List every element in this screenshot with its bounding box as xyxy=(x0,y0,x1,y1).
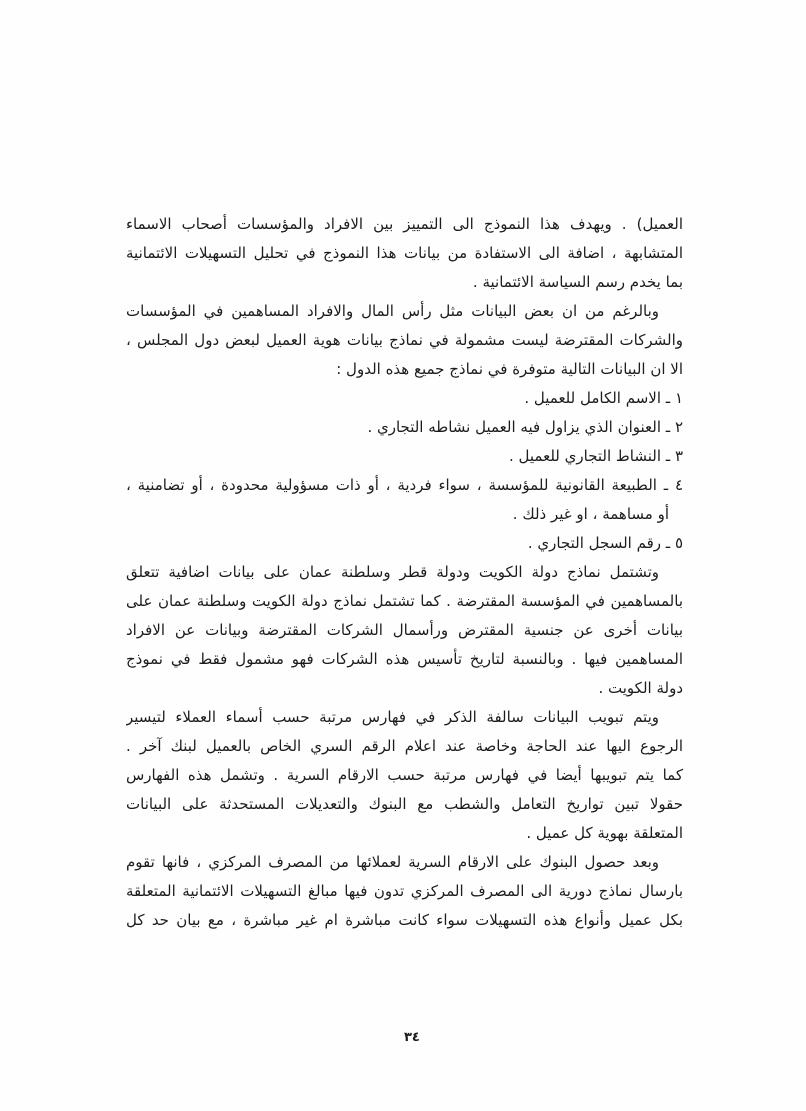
text-line: ويتم تبويب البيانات سالفة الذكر في فهارس مرتبة حسب أسماء العملاء لتيسير xyxy=(126,708,659,726)
text-line: وتشتمل نماذج دولة الكويت ودولة قطر وسلطنة عمان على بيانات اضافية تتعلق xyxy=(126,563,659,581)
list-item-line: ١ ـ الاسم الكامل للعميل . xyxy=(524,389,683,407)
text-line: دولة الكويت . xyxy=(598,679,683,697)
list-item-line: ٢ ـ العنوان الذي يزاول فيه العميل نشاطه التجاري . xyxy=(367,418,683,436)
list-item-line: ٤ ـ الطبيعة القانونية للمؤسسة ، سواء فردية ، أو ذات مسؤولية محدودة ، أو تضامنية ، xyxy=(126,476,683,494)
text-line: والشركات المقترضة ليست مشمولة في نماذج بيانات هوية العميل لبعض دول المجلس ، xyxy=(126,331,683,349)
page-number: ٣٤ xyxy=(404,1030,420,1045)
text-line: الا ان البيانات التالية متوفرة في نماذج جميع هذه الدول : xyxy=(336,360,683,378)
text-line: المساهمين فيها . وبالنسبة لتاريخ تأسيس هذه الشركات فهو مشمول فقط في نموذج xyxy=(126,650,683,668)
text-line: بيانات أخرى عن جنسية المقترض ورأسمال الشركات المقترضة وبيانات عن الافراد xyxy=(126,621,683,639)
text-line: الرجوع اليها عند الحاجة وخاصة عند اعلام الرقم السري الخاص بالعميل لبنك آخر . xyxy=(126,737,683,755)
text-line: العميل) . ويهدف هذا النموذج الى التمييز بين الافراد والمؤسسات أصحاب الاسماء xyxy=(126,215,683,233)
text-line: وبعد حصول البنوك على الارقام السرية لعملائها من المصرف المركزي ، فانها تقوم xyxy=(126,853,659,871)
text-line: بما يخدم رسم السياسة الائتمانية . xyxy=(472,273,683,291)
text-line: المتشابهة ، اضافة الى الاستفادة من بيانات هذا النموذج في تحليل التسهيلات الائتمانية xyxy=(126,244,683,262)
text-line: بالمساهمين في المؤسسة المقترضة . كما تشتمل نماذج دولة الكويت وسلطنة عمان على xyxy=(126,592,683,610)
main-text-block xyxy=(126,210,683,935)
list-item-line: ٥ ـ رقم السجل التجاري . xyxy=(527,534,683,552)
text-line: بكل عميل وأنواع هذه التسهيلات سواء كانت مباشرة ام غير مباشرة ، مع بيان حد كل xyxy=(126,911,683,929)
text-line: بارسال نماذج دورية الى المصرف المركزي تدون فيها مبالغ التسهيلات الائتمانية المتعلقة xyxy=(126,882,683,900)
text-line: المتعلقة بهوية كل عميل . xyxy=(526,824,683,842)
list-item-line: ٣ ـ النشاط التجاري للعميل . xyxy=(509,447,683,465)
text-line: وبالرغم من ان بعض البيانات مثل رأس المال والافراد المساهمين في المؤسسات xyxy=(126,302,659,320)
text-line: كما يتم تبويبها أيضا في فهارس مرتبة حسب الارقام السرية . وتشمل هذه الفهارس xyxy=(126,766,683,784)
list-item-continuation-line: أو مساهمة ، او غير ذلك . xyxy=(512,505,669,523)
text-line: حقولا تبين تواريخ التعامل والشطب مع البنوك والتعديلات المستحدثة على البيانات xyxy=(126,795,683,813)
